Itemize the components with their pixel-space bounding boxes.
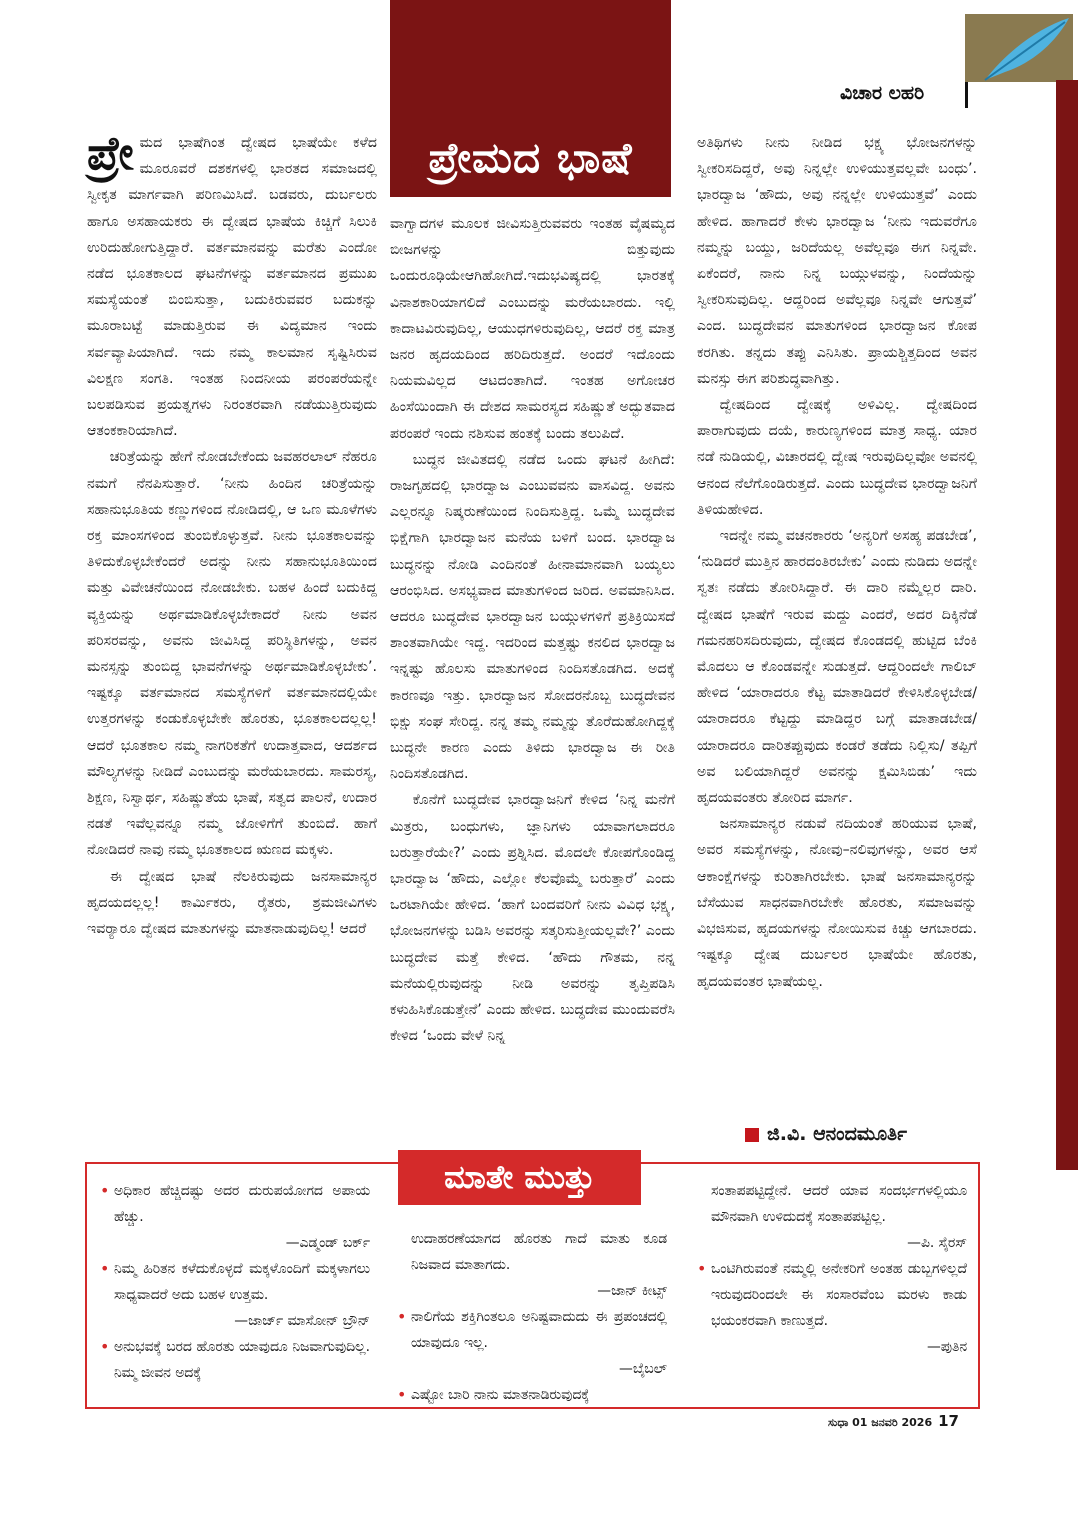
- quote-item: • ಅಧಿಕಾರ ಹೆಚ್ಚಿದಷ್ಟು ಅದರ ದುರುಪಯೋಗದ ಅಪಾಯ ಹೆಚ್ಚು.: [100, 1178, 370, 1230]
- quote-author: —ಜಾನ್ ಕೀಟ್ಸ್: [597, 1283, 667, 1299]
- article-paragraph: ಪ್ರೇ ಮದ ಭಾಷೆಗಿಂತ ದ್ವೇಷದ ಭಾಷೆಯೇ ಕಳೆದ ಮೂರೂವರೆ ದಶಕಗಳಲ್ಲಿ ಭಾರತದ ಸಮಾಜದಲ್ಲಿ ಸ್ವೀಕೃತ ಮಾರ್ಗವಾಗಿ ಪರಿಣಮಿಸಿದೆ. ಬಡವರು, ದುರ್ಬಲರು ಹಾಗೂ ಅಸಹಾಯಕರು ಈ ದ್ವೇಷದ ಭಾಷೆಯ ಕಿಚ್ಚಿಗೆ ಸಿಲುಕಿ ಉರಿದುಹೋಗುತ್ತಿದ್ದಾರೆ. ವರ್ತಮಾನವನ್ನು ಮರೆತು ಎಂದೋ ನಡೆದ ಭೂತಕಾಲದ ಘಟನೆಗಳನ್ನು ವರ್ತಮಾನದ ಪ್ರಮುಖ ಸಮಸ್ಯೆಯಂತೆ ಬಿಂಬಿಸುತ್ತಾ, ಬದುಕಿರುವವರ ಬದುಕನ್ನು ಮೂರಾಬಟ್ಟೆ ಮಾಡುತ್ತಿರುವ ಈ ವಿದ್ಯಮಾನ ಇಂದು ಸರ್ವವ್ಯಾಪಿಯಾಗಿದೆ. ಇದು ನಮ್ಮ ಕಾಲಮಾನ ಸೃಷ್ಟಿಸಿರುವ ವಿಲಕ್ಷಣ ಸಂಗತಿ. ಇಂತಹ ನಿಂದನೀಯ ಪರಂಪರೆಯನ್ನೇ ಬಲಪಡಿಸುವ ಪ್ರಯತ್ನಗಳು ನಿರಂತರವಾಗಿ ನಡೆಯುತ್ತಿರುವುದು ಆತಂಕಕಾರಿಯಾಗಿದೆ.: [87, 126, 377, 440]
- section-divider: [965, 82, 968, 108]
- quote-author: —ಜಾರ್ಜ್ ಮಾಸೋನ್ ಬ್ರೌನ್: [234, 1313, 370, 1329]
- quote-item: • ಒಂಟಿಗಿರುವಂತೆ ನಮ್ಮಲ್ಲಿ ಅನೇಕರಿಗೆ ಅಂತಹ ಡುಬ್ಬಗಳಿಲ್ಲದೆ ಇರುವುದರಿಂದಲೇ ಈ ಸಂಸಾರವೆಂಬ ಮರಳು ಕಾಡು ಭಯಂಕರವಾಗಿ ಕಾಣುತ್ತದೆ.: [697, 1256, 967, 1334]
- quote-author: —ಎಡ್ಮಂಡ್ ಬರ್ಕ್: [285, 1235, 370, 1251]
- byline: [745, 1123, 907, 1145]
- article-paragraph: ಬುದ್ಧನ ಜೀವಿತದಲ್ಲಿ ನಡೆದ ಒಂದು ಘಟನೆ ಹೀಗಿದೆ: ರಾಜಗೃಹದಲ್ಲಿ ಭಾರದ್ವಾಜ ಎಂಬುವವನು ವಾಸವಿದ್ದ. ಅವನು ಎಲ್ಲರನ್ನೂ ನಿಷ್ಕರುಣೆಯಿಂದ ನಿಂದಿಸುತ್ತಿದ್ದ. ಒಮ್ಮೆ ಬುದ್ಧದೇವ ಭಿಕ್ಷೆಗಾಗಿ ಭಾರದ್ವಾಜನ ಮನೆಯ ಬಳಿಗೆ ಬಂದ. ಭಾರದ್ವಾಜ ಬುದ್ಧನನ್ನು ನೋಡಿ ಎಂದಿನಂತೆ ಹೀನಾಮಾನವಾಗಿ ಬಯ್ಯಲು ಆರಂಭಿಸಿದ. ಅಸಭ್ಯವಾದ ಮಾತುಗಳಿಂದ ಜರಿದ. ಅವಮಾನಿಸಿದ. ಆದರೂ ಬುದ್ಧದೇವ ಭಾರದ್ವಾಜನ ಬಯ್ಗುಳಗಳಿಗೆ ಪ್ರತಿಕ್ರಿಯಿಸದೆ ಶಾಂತವಾಗಿಯೇ ಇದ್ದ. ಇದರಿಂದ ಮತ್ತಷ್ಟು ಕನಲಿದ ಭಾರದ್ವಾಜ ಇನ್ನಷ್ಟು ಹೊಲಸು ಮಾತುಗಳಿಂದ ನಿಂದಿಸತೊಡಗಿದ. ಅದಕ್ಕೆ ಕಾರಣವೂ ಇತ್ತು. ಭಾರದ್ವಾಜನ ಸೋದರನೊಬ್ಬ ಬುದ್ಧದೇವನ ಭಿಕ್ಷು ಸಂಘ ಸೇರಿದ್ದ. ನನ್ನ ತಮ್ಮ ನಮ್ಮನ್ನು ತೊರೆದುಹೋಗಿದ್ದಕ್ಕೆ ಬುದ್ಧನೇ ಕಾರಣ ಎಂದು ತಿಳಿದು ಭಾರದ್ವಾಜ ಈ ರೀತಿ ನಿಂದಿಸತೊಡಗಿದ.: [390, 451, 675, 783]
- quotes-column-middle: [397, 1226, 667, 1408]
- quote-item: ಸಂತಾಪಪಟ್ಟಿದ್ದೇನೆ. ಆದರೆ ಯಾವ ಸಂದರ್ಭಗಳಲ್ಲಿಯೂ ಮೌನವಾಗಿ ಉಳಿದುದಕ್ಕೆ ಸಂತಾಪಪಟ್ಟಿಲ್ಲ.: [711, 1183, 967, 1225]
- quotes-box-title: ಮಾತೇ ಮುತ್ತು: [398, 1150, 641, 1205]
- quote-author: —ಪುತಿನ: [926, 1339, 967, 1355]
- quote-author: —ಬೈಬಲ್: [619, 1361, 667, 1377]
- author-name: ಜಿ.ವಿ. ಆನಂದಮೂರ್ತಿ: [767, 1123, 907, 1145]
- article-column-left: [87, 126, 377, 942]
- quote-item: • ಅನುಭವಕ್ಕೆ ಬರದ ಹೊರತು ಯಾವುದೂ ನಿಜವಾಗುವುದಿಲ್ಲ. ನಿಮ್ಮ ಜೀವನ ಅದಕ್ಕೆ: [100, 1334, 370, 1386]
- article-title: ಪ್ರೇಮದ ಭಾಷೆ: [428, 133, 633, 182]
- quote-item: • ನಿಮ್ಮ ಹಿರಿತನ ಕಳೆದುಕೊಳ್ಳದೆ ಮಕ್ಕಳೊಂದಿಗೆ ಮಕ್ಕಳಾಗಲು ಸಾಧ್ಯವಾದರೆ ಅದು ಬಹಳ ಉತ್ತಮ.: [100, 1256, 370, 1308]
- title-block: [390, 0, 671, 197]
- byline-square-icon: [745, 1128, 759, 1142]
- article-column-right: [697, 130, 977, 995]
- article-paragraph: ವಾಗ್ವಾದಗಳ ಮೂಲಕ ಜೀವಿಸುತ್ತಿರುವವರು ಇಂತಹ ವೈಷಮ್ಯದ ಬೀಜಗಳನ್ನು ಬಿತ್ತುವುದು ಒಂದುರೂಢಿಯೇಆಗಿಹೋಗಿದೆ.ಇದುಭವಿಷ್ಯದಲ್ಲಿ ಭಾರತಕ್ಕೆ ವಿನಾಶಕಾರಿಯಾಗಲಿದೆ ಎಂಬುದನ್ನು ಮರೆಯಬಾರದು. ಇಲ್ಲಿ ಕಾದಾಟವಿರುವುದಿಲ್ಲ, ಆಯುಧಗಳಿರುವುದಿಲ್ಲ, ಆದರೆ ರಕ್ತ ಮಾತ್ರ ಜನರ ಹೃದಯದಿಂದ ಹರಿದಿರುತ್ತದೆ. ಅಂದರೆ ಇದೊಂದು ನಿಯಮವಿಲ್ಲದ ಆಟದಂತಾಗಿದೆ. ಇಂತಹ ಅಗೋಚರ ಹಿಂಸೆಯಿಂದಾಗಿ ಈ ದೇಶದ ಸಾಮರಸ್ಯದ ಸಹಿಷ್ಣುತೆ ಅದ್ಭುತವಾದ ಪರಂಪರೆ ಇಂದು ನಶಿಸುವ ಹಂತಕ್ಕೆ ಬಂದು ತಲುಪಿದೆ.: [390, 216, 675, 442]
- edge-bar: [1056, 80, 1078, 1170]
- article-paragraph: ಜನಸಾಮಾನ್ಯರ ನಡುವೆ ನದಿಯಂತೆ ಹರಿಯುವ ಭಾಷೆ, ಅವರ ಸಮಸ್ಯೆಗಳನ್ನು, ನೋವು–ನಲಿವುಗಳನ್ನು, ಅವರ ಆಸೆ ಆಕಾಂಕ್ಷೆಗಳನ್ನು ಕುರಿತಾಗಿರಬೇಕು. ಭಾಷೆ ಜನಸಾಮಾನ್ಯರನ್ನು ಬೆಸೆಯುವ ಸಾಧನವಾಗಿರಬೇಕೇ ಹೊರತು, ಸಮಾಜವನ್ನು ವಿಭಜಿಸುವ, ಹೃದಯಗಳನ್ನು ನೋಯಿಸುವ ಕಿಚ್ಚು ಆಗಬಾರದು. ಇಷ್ಟಕ್ಕೂ ದ್ವೇಷ ದುರ್ಬಲರ ಭಾಷೆಯೇ ಹೊರತು, ಹೃದಯವಂತರ ಭಾಷೆಯಲ್ಲ.: [697, 816, 977, 990]
- article-paragraph: ದ್ವೇಷದಿಂದ ದ್ವೇಷಕ್ಕೆ ಅಳಿವಿಲ್ಲ. ದ್ವೇಷದಿಂದ ಪಾರಾಗುವುದು ದಯೆ, ಕಾರುಣ್ಯಗಳಿಂದ ಮಾತ್ರ ಸಾಧ್ಯ. ಯಾರ ನಡೆ ನುಡಿಯಲ್ಲಿ, ವಿಚಾರದಲ್ಲಿ ದ್ವೇಷ ಇರುವುದಿಲ್ಲವೋ ಅವನಲ್ಲಿ ಆನಂದ ನೆಲೆಗೊಂಡಿರುತ್ತದೆ. ಎಂದು ಬುದ್ಧದೇವ ಭಾರದ್ವಾಜನಿಗೆ ತಿಳಿಯಹೇಳಿದ.: [697, 397, 977, 518]
- feather-logo: [965, 14, 1073, 82]
- page-number: 17: [938, 1412, 959, 1430]
- section-label: ವಿಚಾರ ಲಹರಿ: [840, 82, 925, 104]
- quotes-column-right: [697, 1178, 967, 1360]
- article-paragraph: ಕೊನೆಗೆ ಬುದ್ಧದೇವ ಭಾರದ್ವಾಜನಿಗೆ ಕೇಳಿದ ‘ನಿನ್ನ ಮನೆಗೆ ಮಿತ್ರರು, ಬಂಧುಗಳು, ಜ್ಞಾನಿಗಳು ಯಾವಾಗಲಾದರೂ ಬರುತ್ತಾರೆಯೇ?’ ಎಂದು ಪ್ರಶ್ನಿಸಿದ. ಮೊದಲೇ ಕೋಪಗೊಂಡಿದ್ದ ಭಾರದ್ವಾಜ ‘ಹೌದು, ಎಲ್ಲೋ ಕೆಲವೊಮ್ಮೆ ಬರುತ್ತಾರೆ’ ಎಂದು ಒರಟಾಗಿಯೇ ಹೇಳಿದ. ‘ಹಾಗೆ ಬಂದವರಿಗೆ ನೀನು ವಿವಿಧ ಭಕ್ಷ್ಯ, ಭೋಜನಗಳನ್ನು ಬಡಿಸಿ ಅವರನ್ನು ಸತ್ಕರಿಸುತ್ತೀಯಲ್ಲವೇ?’ ಎಂದು ಬುದ್ಧದೇವ ಮತ್ತೆ ಕೇಳಿದ. ‘ಹೌದು ಗೌತಮ, ನನ್ನ ಮನೆಯಲ್ಲಿರುವುದನ್ನು ನೀಡಿ ಅವರನ್ನು ತೃಪ್ತಿಪಡಿಸಿ ಕಳುಹಿಸಿಕೊಡುತ್ತೇನೆ’ ಎಂದು ಹೇಳಿದ. ಬುದ್ಧದೇವ ಮುಂದುವರೆಸಿ ಕೇಳಿದ ‘ಒಂದು ವೇಳೆ ನಿನ್ನ: [390, 792, 675, 1045]
- drop-cap: ಪ್ರೇ: [87, 126, 134, 180]
- quote-author: —ಪಿ. ಸೈರಸ್: [907, 1235, 967, 1251]
- article-paragraph: ಈ ದ್ವೇಷದ ಭಾಷೆ ನೆಲಕಿರುವುದು ಜನಸಾಮಾನ್ಯರ ಹೃದಯದಲ್ಲಲ್ಲ! ಕಾರ್ಮಿಕರು, ರೈತರು, ಶ್ರಮಜೀವಿಗಳು ಇವರ್‍ಯಾರೂ ದ್ವೇಷದ ಮಾತುಗಳನ್ನು ಮಾತನಾಡುವುದಿಲ್ಲ! ಆದರೆ: [87, 868, 377, 938]
- quote-item: ಉದಾಹರಣೆಯಾಗದ ಹೊರತು ಗಾದೆ ಮಾತು ಕೂಡ ನಿಜವಾದ ಮಾತಾಗದು.: [411, 1231, 667, 1273]
- feather-icon: [965, 14, 1073, 82]
- quote-item: • ನಾಲಿಗೆಯ ಶಕ್ತಿಗಿಂತಲೂ ಅನಿಷ್ಟವಾದುದು ಈ ಪ್ರಪಂಚದಲ್ಲಿ ಯಾವುದೂ ಇಲ್ಲ.: [397, 1304, 667, 1356]
- article-paragraph: ಇದನ್ನೇ ನಮ್ಮ ವಚನಕಾರರು ‘ಅನ್ಯರಿಗೆ ಅಸಹ್ಯ ಪಡಬೇಡ’, ‘ನುಡಿದರೆ ಮುತ್ತಿನ ಹಾರದಂತಿರಬೇಕು’ ಎಂದು ನುಡಿದು ಅದನ್ನೇ ಸ್ವತಃ ನಡೆದು ತೋರಿಸಿದ್ದಾರೆ. ಈ ದಾರಿ ನಮ್ಮೆಲ್ಲರ ದಾರಿ. ದ್ವೇಷದ ಭಾಷೆಗೆ ಇರುವ ಮದ್ದು ಎಂದರೆ, ಅದರ ದಿಕ್ಕಿನೆಡೆ ಗಮನಹರಿಸದಿರುವುದು, ದ್ವೇಷದ ಕೊಂಡದಲ್ಲಿ ಹುಟ್ಟಿದ ಬೆಂಕಿ ಮೊದಲು ಆ ಕೊಂಡವನ್ನೇ ಸುಡುತ್ತದೆ. ಆದ್ದರಿಂದಲೇ ಗಾಲಿಬ್ ಹೇಳಿದ ‘ಯಾರಾದರೂ ಕೆಟ್ಟ ಮಾತಾಡಿದರೆ ಕೇಳಿಸಿಕೊಳ್ಳಬೇಡ/ ಯಾರಾದರೂ ಕೆಟ್ಟದ್ದು ಮಾಡಿದ್ದರ ಬಗ್ಗೆ ಮಾತಾಡಬೇಡ/ ಯಾರಾದರೂ ದಾರಿತಪ್ಪುವುದು ಕಂಡರೆ ತಡೆದು ನಿಲ್ಲಿಸು/ ತಪ್ಪಿಗೆ ಅವ ಬಲಿಯಾಗಿದ್ದರೆ ಅವನನ್ನು ಕ್ಷಮಿಸಿಬಿಡು’ ಇದು ಹೃದಯವಂತರು ತೋರಿದ ಮಾರ್ಗ.: [697, 528, 977, 807]
- page-footer: [828, 1412, 959, 1430]
- quote-item: • ಎಷ್ಟೋ ಬಾರಿ ನಾನು ಮಾತನಾಡಿರುವುದಕ್ಕೆ: [397, 1382, 667, 1408]
- quotes-column-left: [100, 1178, 370, 1386]
- article-paragraph: ಚರಿತ್ರೆಯನ್ನು ಹೇಗೆ ನೋಡಬೇಕೆಂದು ಜವಹರಲಾಲ್ ನೆಹರೂ ನಮಗೆ ನೆನಪಿಸುತ್ತಾರೆ. ‘ನೀನು ಹಿಂದಿನ ಚರಿತ್ರೆಯನ್ನು ಸಹಾನುಭೂತಿಯ ಕಣ್ಣುಗಳಿಂದ ನೋಡಿದಲ್ಲಿ, ಆ ಒಣ ಮೂಳೆಗಳು ರಕ್ತ ಮಾಂಸಗಳಿಂದ ತುಂಬಿಕೊಳ್ಳುತ್ತವೆ. ನೀನು ಭೂತಕಾಲವನ್ನು ತಿಳಿದುಕೊಳ್ಳಬೇಕೆಂದರೆ ಅದನ್ನು ನೀನು ಸಹಾನುಭೂತಿಯಿಂದ ಮತ್ತು ವಿವೇಚನೆಯಿಂದ ನೋಡಬೇಕು. ಬಹಳ ಹಿಂದೆ ಬದುಕಿದ್ದ ವ್ಯಕ್ತಿಯನ್ನು ಅರ್ಥಮಾಡಿಕೊಳ್ಳಬೇಕಾದರೆ ನೀನು ಅವನ ಪರಿಸರವನ್ನು, ಅವನು ಜೀವಿಸಿದ್ದ ಪರಿಸ್ಥಿತಿಗಳನ್ನು, ಅವನ ಮನಸ್ಸನ್ನು ತುಂಬಿದ್ದ ಭಾವನೆಗಳನ್ನು ಅರ್ಥಮಾಡಿಕೊಳ್ಳಬೇಕು’. ಇಷ್ಟಕ್ಕೂ ವರ್ತಮಾನದ ಸಮಸ್ಯೆಗಳಿಗೆ ವರ್ತಮಾನದಲ್ಲಿಯೇ ಉತ್ತರಗಳನ್ನು ಕಂಡುಕೊಳ್ಳಬೇಕೇ ಹೊರತು, ಭೂತಕಾಲದಲ್ಲಲ್ಲ! ಆದರೆ ಭೂತಕಾಲ ನಮ್ಮ ನಾಗರಿಕತೆಗೆ ಉದಾತ್ತವಾದ, ಆದರ್ಶದ ಮೌಲ್ಯಗಳನ್ನು ನೀಡಿದೆ ಎಂಬುದನ್ನು ಮರೆಯಬಾರದು. ಸಾಮರಸ್ಯ, ಶಿಕ್ಷಣ, ನಿಸ್ವಾರ್ಥ, ಸಹಿಷ್ಣುತೆಯ ಭಾಷೆ, ಸತ್ವದ ಪಾಲನೆ, ಉದಾರ ನಡತೆ ಇವೆಲ್ಲವನ್ನೂ ನಮ್ಮ ಜೋಳಿಗೆಗೆ ತುಂಬಿದೆ. ಹಾಗೆ ನೋಡಿದರೆ ನಾವು ನಮ್ಮ ಭೂತಕಾಲದ ಋಣದ ಮಕ್ಕಳು.: [87, 449, 377, 859]
- issue-info: ಸುಧಾ 01 ಜನವರಿ 2026: [828, 1416, 933, 1429]
- article-paragraph: ಅತಿಥಿಗಳು ನೀನು ನೀಡಿದ ಭಕ್ಷ್ಯ ಭೋಜನಗಳನ್ನು ಸ್ವೀಕರಿಸದಿದ್ದರೆ, ಅವು ನಿನ್ನಲ್ಲೇ ಉಳಿಯುತ್ತವಲ್ಲವೇ ಬಂಧು’. ಭಾರದ್ವಾಜ ‘ಹೌದು, ಅವು ನನ್ನಲ್ಲೇ ಉಳಿಯುತ್ತವೆ’ ಎಂದು ಹೇಳಿದ. ಹಾಗಾದರೆ ಕೇಳು ಭಾರದ್ವಾಜ ‘ನೀನು ಇದುವರೆಗೂ ನಮ್ಮನ್ನು ಬಯ್ದು, ಜರಿದೆಯಲ್ಲ ಅವೆಲ್ಲವೂ ಈಗ ನಿನ್ನವೇ. ಏಕೆಂದರೆ, ನಾನು ನಿನ್ನ ಬಯ್ಗುಳವನ್ನು, ನಿಂದೆಯನ್ನು ಸ್ವೀಕರಿಸುವುದಿಲ್ಲ. ಆದ್ದರಿಂದ ಅವೆಲ್ಲವೂ ನಿನ್ನವೇ ಆಗುತ್ತವೆ’ ಎಂದ. ಬುದ್ಧದೇವನ ಮಾತುಗಳಿಂದ ಭಾರದ್ವಾಜನ ಕೋಪ ಕರಗಿತು. ತನ್ನದು ತಪ್ಪು ಎನಿಸಿತು. ಪ್ರಾಯಶ್ಚಿತ್ತದಿಂದ ಅವನ ಮನಸ್ಸು ಈಗ ಪರಿಶುದ್ಧವಾಗಿತ್ತು.: [697, 135, 977, 387]
- article-column-middle: [390, 211, 675, 1050]
